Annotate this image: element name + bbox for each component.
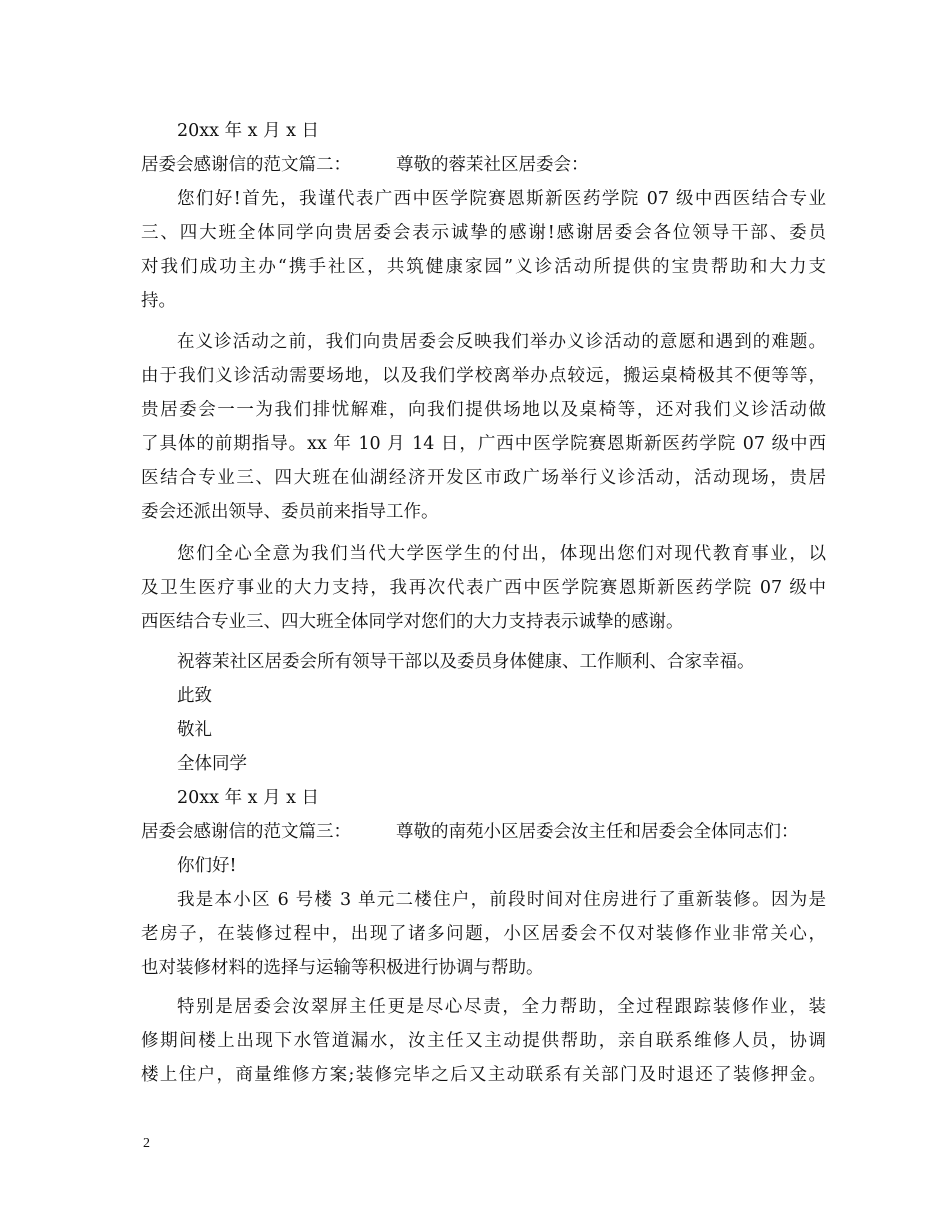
- page-number: 2: [143, 1136, 150, 1151]
- section-label: 居委会感谢信的范文篇二：: [141, 155, 351, 175]
- date-line: 20xx 年 x 月 x 日: [177, 788, 320, 808]
- salutation: 尊敬的蓉茉社区居委会：: [396, 155, 589, 175]
- greeting-line: 你们好!: [177, 856, 237, 876]
- paragraph-line: 及卫生医疗事业的大力支持，我再次代表广西中医学院赛恩斯新医药学院 07 级中: [141, 578, 826, 598]
- paragraph-line: 老房子，在装修过程中，出现了诸多问题，小区居委会不仅对装修作业非常关心，: [141, 924, 826, 944]
- paragraph-line: 楼上住户，商量维修方案;装修完毕之后又主动联系有关部门及时退还了装修押金。: [141, 1065, 826, 1085]
- date-line: 20xx 年 x 月 x 日: [177, 121, 320, 141]
- paragraph-line: 修期间楼上出现下水管道漏水，汝主任又主动提供帮助，亲自联系维修人员，协调: [141, 1031, 826, 1051]
- paragraph-line: 了具体的前期指导。xx 年 10 月 14 日，广西中医学院赛恩斯新医药学院 07 级中西: [141, 434, 826, 454]
- paragraph-line: 也对装修材料的选择与运输等积极进行协调与帮助。: [141, 958, 544, 978]
- paragraph-line: 委会还派出领导、委员前来指导工作。: [141, 502, 439, 522]
- paragraph-line: 贵居委会一一为我们排忧解难，向我们提供场地以及桌椅等，还对我们义诊活动做: [141, 400, 826, 420]
- paragraph-line: 我是本小区 6 号楼 3 单元二楼住户，前段时间对住房进行了重新装修。因为是: [177, 890, 826, 910]
- paragraph-line: 特别是居委会汝翠屏主任更是尽心尽责，全力帮助，全过程跟踪装修作业，装: [177, 997, 826, 1017]
- section-label: 居委会感谢信的范文篇三：: [141, 822, 351, 842]
- salutation: 尊敬的南苑小区居委会汝主任和居委会全体同志们：: [396, 822, 799, 842]
- paragraph-line: 持。: [141, 291, 176, 311]
- paragraph-line: 您们全心全意为我们当代大学医学生的付出，体现出您们对现代教育事业，以: [177, 544, 826, 564]
- paragraph-line: 医结合专业三、四大班在仙湖经济开发区市政广场举行义诊活动，活动现场，贵居: [141, 468, 826, 488]
- paragraph-line: 对我们成功主办“携手社区，共筑健康家园”义诊活动所提供的宝贵帮助和大力支: [141, 257, 826, 277]
- signature-line: 全体同学: [177, 754, 247, 774]
- paragraph-line: 西医结合专业三、四大班全体同学对您们的大力支持表示诚挚的感谢。: [141, 612, 684, 632]
- paragraph-line: 在义诊活动之前，我们向贵居委会反映我们举办义诊活动的意愿和遇到的难题。: [177, 332, 826, 352]
- closing-line: 敬礼: [177, 720, 212, 740]
- paragraph-line: 您们好!首先，我谨代表广西中医学院赛恩斯新医药学院 07 级中西医结合专业: [177, 189, 826, 209]
- paragraph-line: 由于我们义诊活动需要场地，以及我们学校离举办点较远，搬运桌椅极其不便等等，: [141, 366, 826, 386]
- closing-line: 此致: [177, 686, 212, 706]
- paragraph-line: 三、四大班全体同学向贵居委会表示诚挚的感谢!感谢居委会各位领导干部、委员: [141, 223, 826, 243]
- section-heading-3: [141, 815, 826, 849]
- paragraph-line: 祝蓉茉社区居委会所有领导干部以及委员身体健康、工作顺利、合家幸福。: [177, 652, 755, 672]
- section-heading-2: [141, 148, 826, 182]
